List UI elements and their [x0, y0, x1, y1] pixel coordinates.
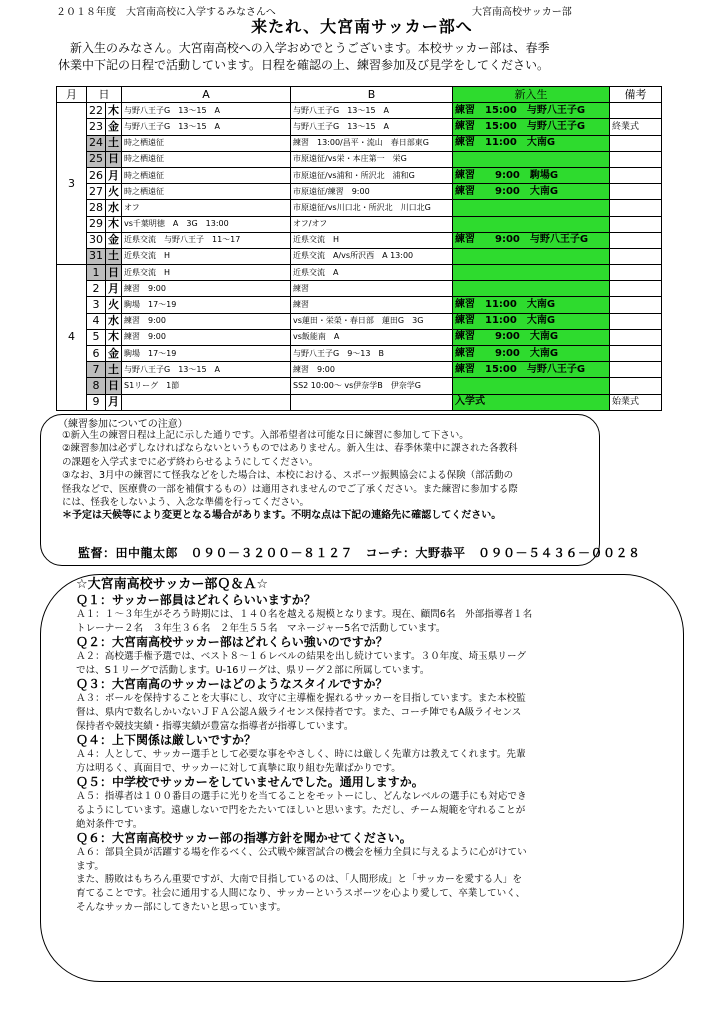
group-b-cell: 近県交流 H: [291, 232, 453, 248]
group-a-cell: 近県交流 H: [122, 265, 291, 281]
qa-question: Ｑ３：大宮南高のサッカーはどのようなスタイルですか？: [76, 677, 388, 692]
remarks-cell: [610, 346, 662, 362]
new-students-cell: 練習 9:00 大南G: [453, 329, 610, 345]
qa-answer-line: Ａ１：１～３年生がそろう時期には、１４０名を越える規模となります。現在、顧問6名 外部指導者１名: [76, 609, 533, 620]
remarks-cell: [610, 184, 662, 200]
weekday-cell: 日: [106, 265, 122, 281]
qa-answer-line: 督は、県内で数名しかいないＪＦＡ公認Ａ級ライセンス保持者です。また、コーチ陣でもA級ライセンス: [76, 706, 522, 718]
remarks-cell: [610, 151, 662, 167]
schedule-row: [57, 200, 662, 216]
qa-answer-line: 育てることです。社会に通用する人間になり、サッカーというスポーツを心より愛して、卒業していく、: [76, 887, 526, 899]
note-line: 怪我などで、医療費の一部を補償するもの）は適用されませんのでご了承ください。また練習に参加する際: [62, 483, 518, 495]
group-b-cell: 市原遠征/vs川口北・所沢北 川口北G: [291, 200, 453, 216]
qa-answer-line: るようにしています。遠慮しないで門をたたいてほしいと思います。ただし、チーム規範を守れることが: [76, 804, 526, 816]
remarks-cell: [610, 248, 662, 264]
weekday-cell: 日: [106, 151, 122, 167]
note-line: ②練習参加は必ずしなければならないというものではありません。新入生は、春季休業中に課された各教科: [62, 443, 518, 455]
day-cell: 27: [87, 184, 106, 200]
day-cell: 23: [87, 119, 106, 135]
weekday-cell: 土: [106, 362, 122, 378]
group-a-cell: vs千葉明徳 A 3G 13:00: [122, 216, 291, 232]
group-a-cell: 与野八王子G 13～15 A: [122, 119, 291, 135]
schedule-row: [57, 167, 662, 183]
group-b-cell: 市原遠征/練習 9:00: [291, 184, 453, 200]
group-a-cell: 練習 9:00: [122, 329, 291, 345]
new-students-cell: [453, 248, 610, 264]
note-line: の課題を入学式までに必ず終わらせるようにしてください。: [62, 456, 319, 468]
new-students-cell: [453, 200, 610, 216]
day-cell: 1: [87, 265, 106, 281]
schedule-row: [57, 135, 662, 151]
new-students-cell: [453, 216, 610, 232]
schedule-row: [57, 184, 662, 200]
new-students-cell: 練習 11:00 大南G: [453, 297, 610, 313]
schedule-table: [56, 86, 662, 411]
qa-question: Ｑ４：上下関係は厳しいですか？: [76, 733, 257, 748]
header-new-students: 新入生: [453, 87, 610, 103]
new-students-cell: 練習 15:00 与野八王子G: [453, 119, 610, 135]
schedule-row: [57, 216, 662, 232]
day-cell: 31: [87, 248, 106, 264]
new-students-cell: 練習 11:00 大南G: [453, 313, 610, 329]
group-b-cell: 市原遠征/vs浦和・所沢北 浦和G: [291, 167, 453, 183]
group-b-cell: 与野八王子G 13～15 A: [291, 119, 453, 135]
group-a-cell: 近県交流 H: [122, 248, 291, 264]
schedule-row: [57, 103, 662, 119]
group-a-cell: [122, 394, 291, 410]
group-a-cell: 時之栖遠征: [122, 167, 291, 183]
qa-answer-line: では、S１リーグで活動します。U-16リーグは、県リーグ２部に所属しています。: [76, 664, 430, 676]
weekday-cell: 月: [106, 281, 122, 297]
group-b-cell: 練習 13:00/昌平・流山 春日部東G: [291, 135, 453, 151]
new-students-cell: 練習 9:00 大南G: [453, 184, 610, 200]
group-a-cell: オフ: [122, 200, 291, 216]
qa-title: ☆大宮南高校サッカー部Ｑ＆Ａ☆: [76, 577, 269, 592]
new-students-cell: 練習 9:00 与野八王子G: [453, 232, 610, 248]
header-b: B: [291, 87, 453, 103]
header-day: 日: [87, 87, 122, 103]
schedule-row: [57, 297, 662, 313]
qa-answer-line: Ａ５：指導者は１００番目の選手に光りを当てることをモットーにし、どんなレベルの選手にも対応でき: [76, 791, 527, 803]
weekday-cell: 金: [106, 346, 122, 362]
group-a-cell: 時之栖遠征: [122, 135, 291, 151]
remarks-cell: [610, 200, 662, 216]
group-a-cell: 時之栖遠征: [122, 151, 291, 167]
remarks-cell: [610, 313, 662, 329]
header-remarks: 備考: [610, 87, 662, 103]
qa-question: Ｑ２：大宮南高校サッカー部はどれくらい強いのですか？: [76, 635, 388, 650]
group-a-cell: 練習 9:00: [122, 281, 291, 297]
group-a-cell: 駒場 17～19: [122, 297, 291, 313]
new-students-cell: [453, 151, 610, 167]
schedule-row: [57, 119, 662, 135]
header-right: 大宮南高校サッカー部: [472, 7, 572, 18]
qa-answer-line: 保持者や競技実績・指導実績が豊富な指導者が指導しています。: [76, 720, 354, 732]
weekday-cell: 金: [106, 119, 122, 135]
day-cell: 25: [87, 151, 106, 167]
day-cell: 3: [87, 297, 106, 313]
remarks-cell: 始業式: [610, 394, 662, 410]
weekday-cell: 月: [106, 394, 122, 410]
remarks-cell: [610, 103, 662, 119]
qa-answer-line: そんなサッカー部にしてきたいと思っています。: [76, 901, 287, 913]
page-title: 来たれ、大宮南サッカー部へ: [251, 17, 473, 36]
qa-answer-line: Ａ６：部員全員が活躍する場を作るべく、公式戦や練習試合の機会を極力全員に与えるように心がけてい: [76, 847, 527, 859]
group-b-cell: 与野八王子G 13～15 A: [291, 103, 453, 119]
remarks-cell: [610, 362, 662, 378]
intro-text: [58, 40, 618, 74]
weekday-cell: 木: [106, 216, 122, 232]
group-b-cell: オフ/オフ: [291, 216, 453, 232]
qa-body: [76, 577, 646, 914]
schedule-row: [57, 232, 662, 248]
remarks-cell: 終業式: [610, 119, 662, 135]
weekday-cell: 木: [106, 329, 122, 345]
schedule-header-row: [57, 87, 662, 103]
group-a-cell: 時之栖遠征: [122, 184, 291, 200]
remarks-cell: [610, 281, 662, 297]
day-cell: 7: [87, 362, 106, 378]
weekday-cell: 水: [106, 200, 122, 216]
qa-answer-line: Ａ３：ボールを保持することを大事にし、攻守に主導権を握れるサッカーを目指しています。また本校監: [76, 693, 526, 705]
weekday-cell: 月: [106, 167, 122, 183]
weekday-cell: 火: [106, 184, 122, 200]
weekday-cell: 日: [106, 378, 122, 394]
note-line: には、怪我をしないよう、入念な準備を行ってください。: [62, 497, 310, 509]
header-month: 月: [57, 87, 87, 103]
remarks-cell: [610, 265, 662, 281]
group-b-cell: 市原遠征/vs栄・本庄第一 栄G: [291, 151, 453, 167]
group-b-cell: vs蓮田・栄榮・春日部 蓮田G 3G: [291, 313, 453, 329]
weekday-cell: 木: [106, 103, 122, 119]
day-cell: 2: [87, 281, 106, 297]
group-b-cell: 練習: [291, 281, 453, 297]
remarks-cell: [610, 329, 662, 345]
group-b-cell: SS2 10:00～ vs伊奈学B 伊奈学G: [291, 378, 453, 394]
day-cell: 8: [87, 378, 106, 394]
group-b-cell: 練習: [291, 297, 453, 313]
notes-body: [62, 429, 597, 523]
qa-answer-line: Ａ２：高校選手権予選では、ベスト８～１６レベルの結果を出し続けています。３０年度、埼玉県リーグ: [76, 651, 527, 663]
intro-line: 新入生のみなさん。大宮南高校への入学おめでとうございます。本校サッカー部は、春季: [70, 41, 550, 55]
group-a-cell: 駒場 17～19: [122, 346, 291, 362]
header-left: ２０１８年度 大宮南高校に入学するみなさんへ: [56, 7, 276, 18]
day-cell: 26: [87, 167, 106, 183]
schedule-row: [57, 281, 662, 297]
schedule-row: [57, 265, 662, 281]
schedule-row: [57, 346, 662, 362]
notes-heading: （練習参加についての注意）: [58, 419, 188, 430]
day-cell: 29: [87, 216, 106, 232]
month-cell: 4: [57, 265, 87, 411]
remarks-cell: [610, 378, 662, 394]
group-a-cell: 与野八王子G 13～15 A: [122, 362, 291, 378]
header-a: A: [122, 87, 291, 103]
remarks-cell: [610, 167, 662, 183]
schedule-row: [57, 394, 662, 410]
new-students-cell: 練習 15:00 与野八王子G: [453, 362, 610, 378]
qa-answer-line: ます。: [76, 860, 105, 872]
schedule-row: [57, 313, 662, 329]
remarks-cell: [610, 216, 662, 232]
new-students-cell: 練習 9:00 駒場G: [453, 167, 610, 183]
day-cell: 9: [87, 394, 106, 410]
schedule-change-warning: ＊予定は天候等により変更となる場合があります。不明な点は下記の連絡先に確認してください。: [62, 510, 502, 522]
group-b-cell: 近県交流 A/vs所沢西 A 13:00: [291, 248, 453, 264]
remarks-cell: [610, 297, 662, 313]
schedule-row: [57, 329, 662, 345]
weekday-cell: 土: [106, 135, 122, 151]
schedule-row: [57, 248, 662, 264]
qa-question: Ｑ１：サッカー部員はどれくらいいますか？: [76, 593, 316, 607]
group-b-cell: 練習 9:00: [291, 362, 453, 378]
schedule-row: [57, 378, 662, 394]
new-students-cell: [453, 281, 610, 297]
group-b-cell: 与野八王子G 9～13 B: [291, 346, 453, 362]
qa-answer-line: 方は明るく、真面目で、サッカーに対して真摯に取り組む先輩ばかりです。: [76, 762, 401, 774]
day-cell: 4: [87, 313, 106, 329]
weekday-cell: 火: [106, 297, 122, 313]
remarks-cell: [610, 232, 662, 248]
group-b-cell: [291, 394, 453, 410]
group-a-cell: 与野八王子G 13～15 A: [122, 103, 291, 119]
day-cell: 22: [87, 103, 106, 119]
note-line: ③なお、3月中の練習にて怪我などをした場合は、本校における、スポーツ振興協会による保険（部活動の: [62, 470, 514, 482]
new-students-cell: 練習 11:00 大南G: [453, 135, 610, 151]
intro-line: 休業中下記の日程で活動しています。日程を確認の上、練習参加及び見学をしてください。: [58, 58, 550, 72]
group-a-cell: S1リーグ 1節: [122, 378, 291, 394]
qa-answer-line: また、勝敗はもちろん重要ですが、大南で目指しているのは、「人間形成」と「サッカーを愛する人」を: [76, 874, 522, 886]
remarks-cell: [610, 135, 662, 151]
qa-answer-line: 絶対条件です。: [76, 818, 143, 830]
note-line: ①新入生の練習日程は上記に示した通りです。入部希望者は可能な日に練習に参加して下さい。: [62, 430, 469, 441]
day-cell: 5: [87, 329, 106, 345]
contact-info: 監督：田中龍太郎 ０９０－３２００－８１２７ コーチ：大野恭平 ０９０－５４３６－００２８: [78, 546, 641, 560]
new-students-cell: 練習 9:00 大南G: [453, 346, 610, 362]
qa-answer-line: Ａ４：人として、サッカー選手として必要な事をやさしく、時には厳しく先輩方は教えてくれます。先輩: [76, 749, 526, 761]
group-b-cell: vs飯能南 A: [291, 329, 453, 345]
qa-question: Ｑ６：大宮南高校サッカー部の指導方針を聞かせてください。: [76, 831, 412, 846]
month-cell: 3: [57, 103, 87, 265]
day-cell: 30: [87, 232, 106, 248]
day-cell: 24: [87, 135, 106, 151]
group-b-cell: 近県交流 A: [291, 265, 453, 281]
weekday-cell: 金: [106, 232, 122, 248]
schedule-row: [57, 151, 662, 167]
qa-question: Ｑ５：中学校でサッカーをしていませんでした。通用しますか。: [76, 775, 424, 790]
weekday-cell: 水: [106, 313, 122, 329]
weekday-cell: 土: [106, 248, 122, 264]
group-a-cell: 近県交流 与野八王子 11～17: [122, 232, 291, 248]
qa-answer-line: トレーナー２名 ３年生３６名 ２年生５５名 マネージャー5名で活動しています。: [76, 622, 446, 634]
day-cell: 28: [87, 200, 106, 216]
new-students-cell: [453, 378, 610, 394]
day-cell: 6: [87, 346, 106, 362]
group-a-cell: 練習 9:00: [122, 313, 291, 329]
schedule-row: [57, 362, 662, 378]
new-students-cell: 入学式: [453, 394, 610, 410]
new-students-cell: [453, 265, 610, 281]
new-students-cell: 練習 15:00 与野八王子G: [453, 103, 610, 119]
